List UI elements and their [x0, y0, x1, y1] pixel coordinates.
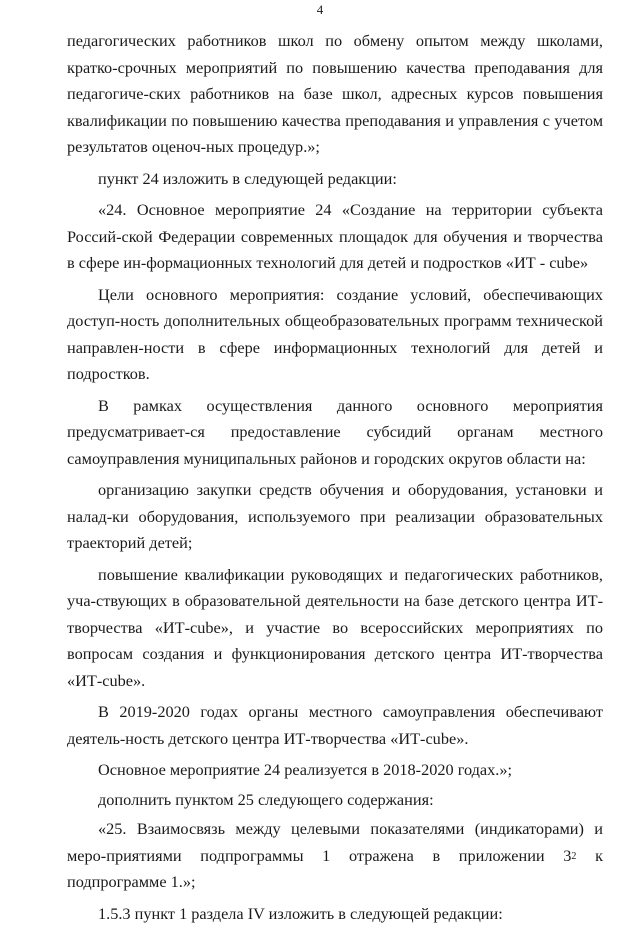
paragraph-text: «25. Взаимосвязь между целевыми показателями (индикаторами) и меро-приятиями подпрограммы 1 отражена в приложении 3 — [67, 819, 603, 865]
paragraph: 1.5.3 пункт 1 раздела IV изложить в следующей редакции: — [98, 903, 503, 923]
paragraph: Цели основного мероприятия: создание условий, обеспечивающих доступ-ность дополнительных общеобразовательных программ технической направлен-ности в сфере информационных технологий для детей и подростков. — [67, 284, 603, 383]
paragraph: пункт 24 изложить в следующей редакции: — [98, 168, 397, 188]
document-body — [67, 28, 603, 932]
paragraph: Основное мероприятие 24 реализуется в 2018-2020 годах.»; — [98, 760, 513, 779]
paragraph: В рамках осуществления данного основного мероприятия предусматривает-ся предоставление субсидий органам местного самоуправления муниципальных районов и городских округов области на: — [67, 395, 603, 468]
paragraph: В 2019-2020 годах органы местного самоуправления обеспечивают деятель-ность детского центра ИТ-творчества «ИТ-cube». — [67, 702, 603, 748]
paragraph: повышение квалификации руководящих и педагогических работников, уча-ствующих в образовательной деятельности на базе детского центра ИТ-творчества «ИТ-cube», и участие во всероссийских мероприятиях по вопросам создания и функционирования детского центра ИТ-творчества «ИТ-cube». — [67, 564, 603, 690]
superscript: 2 — [571, 850, 577, 862]
paragraph: дополнить пунктом 25 следующего содержания: — [98, 789, 434, 809]
paragraph: организацию закупки средств обучения и оборудования, установки и налад-ки оборудования, используемого при реализации образовательных траекторий детей; — [67, 480, 603, 552]
page-number: 4 — [316, 2, 324, 17]
paragraph: «24. Основное мероприятие 24 «Создание на территории субъекта Россий-ской Федерации современных площадок для обучения и творчества в сфере ин-формационных технологий для детей и подростков «ИТ - cube» — [67, 200, 603, 272]
paragraph-text: к подпрограмме 1.»; — [67, 845, 603, 891]
paragraph: педагогических работников школ по обмену опытом между школами, кратко-срочных мероприятий по повышению качества преподавания для педагогиче-ских работников на базе школ, адресных курсов повышения квалификации по повышению качества преподавания и управления с учетом результатов оценоч-ных процедур.»; — [67, 31, 603, 156]
paragraph — [67, 816, 603, 896]
